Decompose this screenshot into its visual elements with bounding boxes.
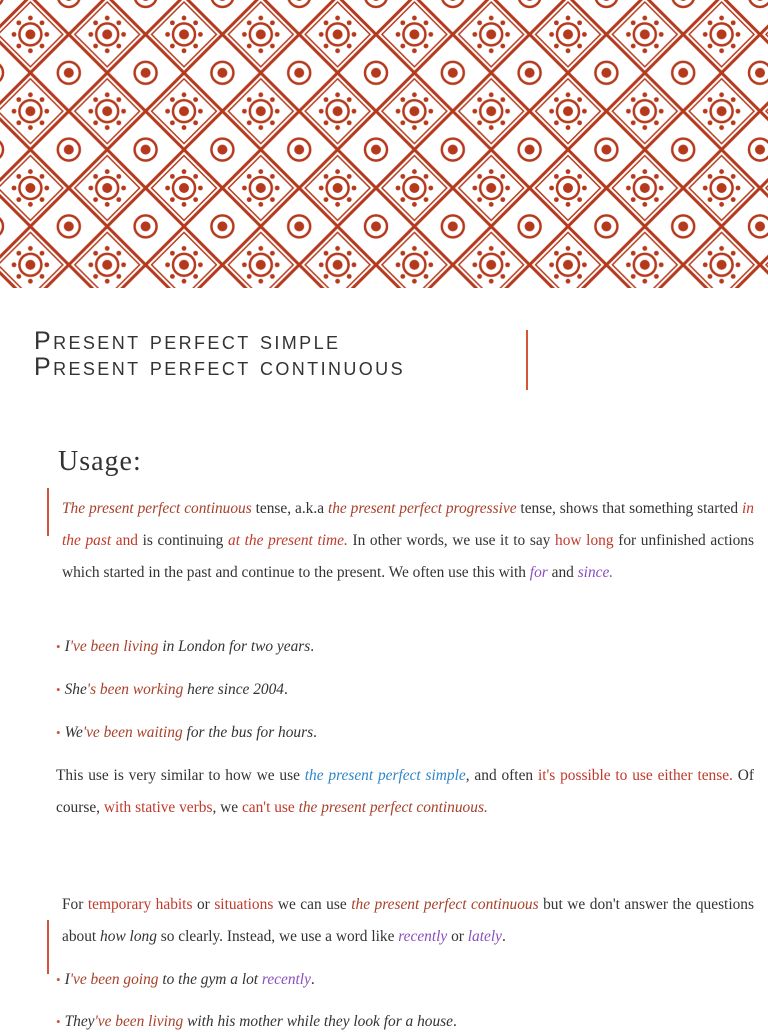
bullet-icon: • xyxy=(56,639,61,654)
accent-bar-1 xyxy=(47,488,49,536)
paragraph-comparison: This use is very similar to how we use the present perfect simple, and often it's possible to use either tense. Of course, with stative verbs, we can't use the present perfect continuous. xyxy=(56,767,755,816)
bullet-icon: • xyxy=(56,682,61,697)
list-item: • She's been working here since 2004. xyxy=(56,681,288,698)
list-item: • They've been living with his mother while they look for a house. xyxy=(56,1013,457,1030)
list-item: • We've been waiting for the bus for hours. xyxy=(56,724,317,741)
bullet-icon: • xyxy=(56,1014,61,1029)
accent-bar-2 xyxy=(47,920,49,974)
usage-heading: Usage: xyxy=(58,446,142,477)
page-title xyxy=(34,328,405,380)
bullet-icon: • xyxy=(56,725,61,740)
title-divider xyxy=(526,330,528,390)
title-line-2: Present perfect continuous xyxy=(34,353,405,381)
decorative-pattern-banner xyxy=(0,0,768,288)
list-item: • I've been living in London for two years. xyxy=(56,638,315,655)
bullet-icon: • xyxy=(56,972,61,987)
paragraph-temporary-habits: For temporary habits or situations we can use the present perfect continuous but we don't answer the questions about how long so clearly. Instead, we use a word like recently or lately. xyxy=(62,896,754,945)
paragraph-definition: The present perfect continuous tense, a.k.a the present perfect progressive tense, shows that something started in the past and is continuing at the present time. In other words, we use it to say how long for unfinished actions which started in the past and continue to the present. We often use this with for and since. xyxy=(62,500,754,581)
title-line-1: Present perfect simple xyxy=(34,327,341,355)
list-item: • I've been going to the gym a lot recently. xyxy=(56,971,315,988)
